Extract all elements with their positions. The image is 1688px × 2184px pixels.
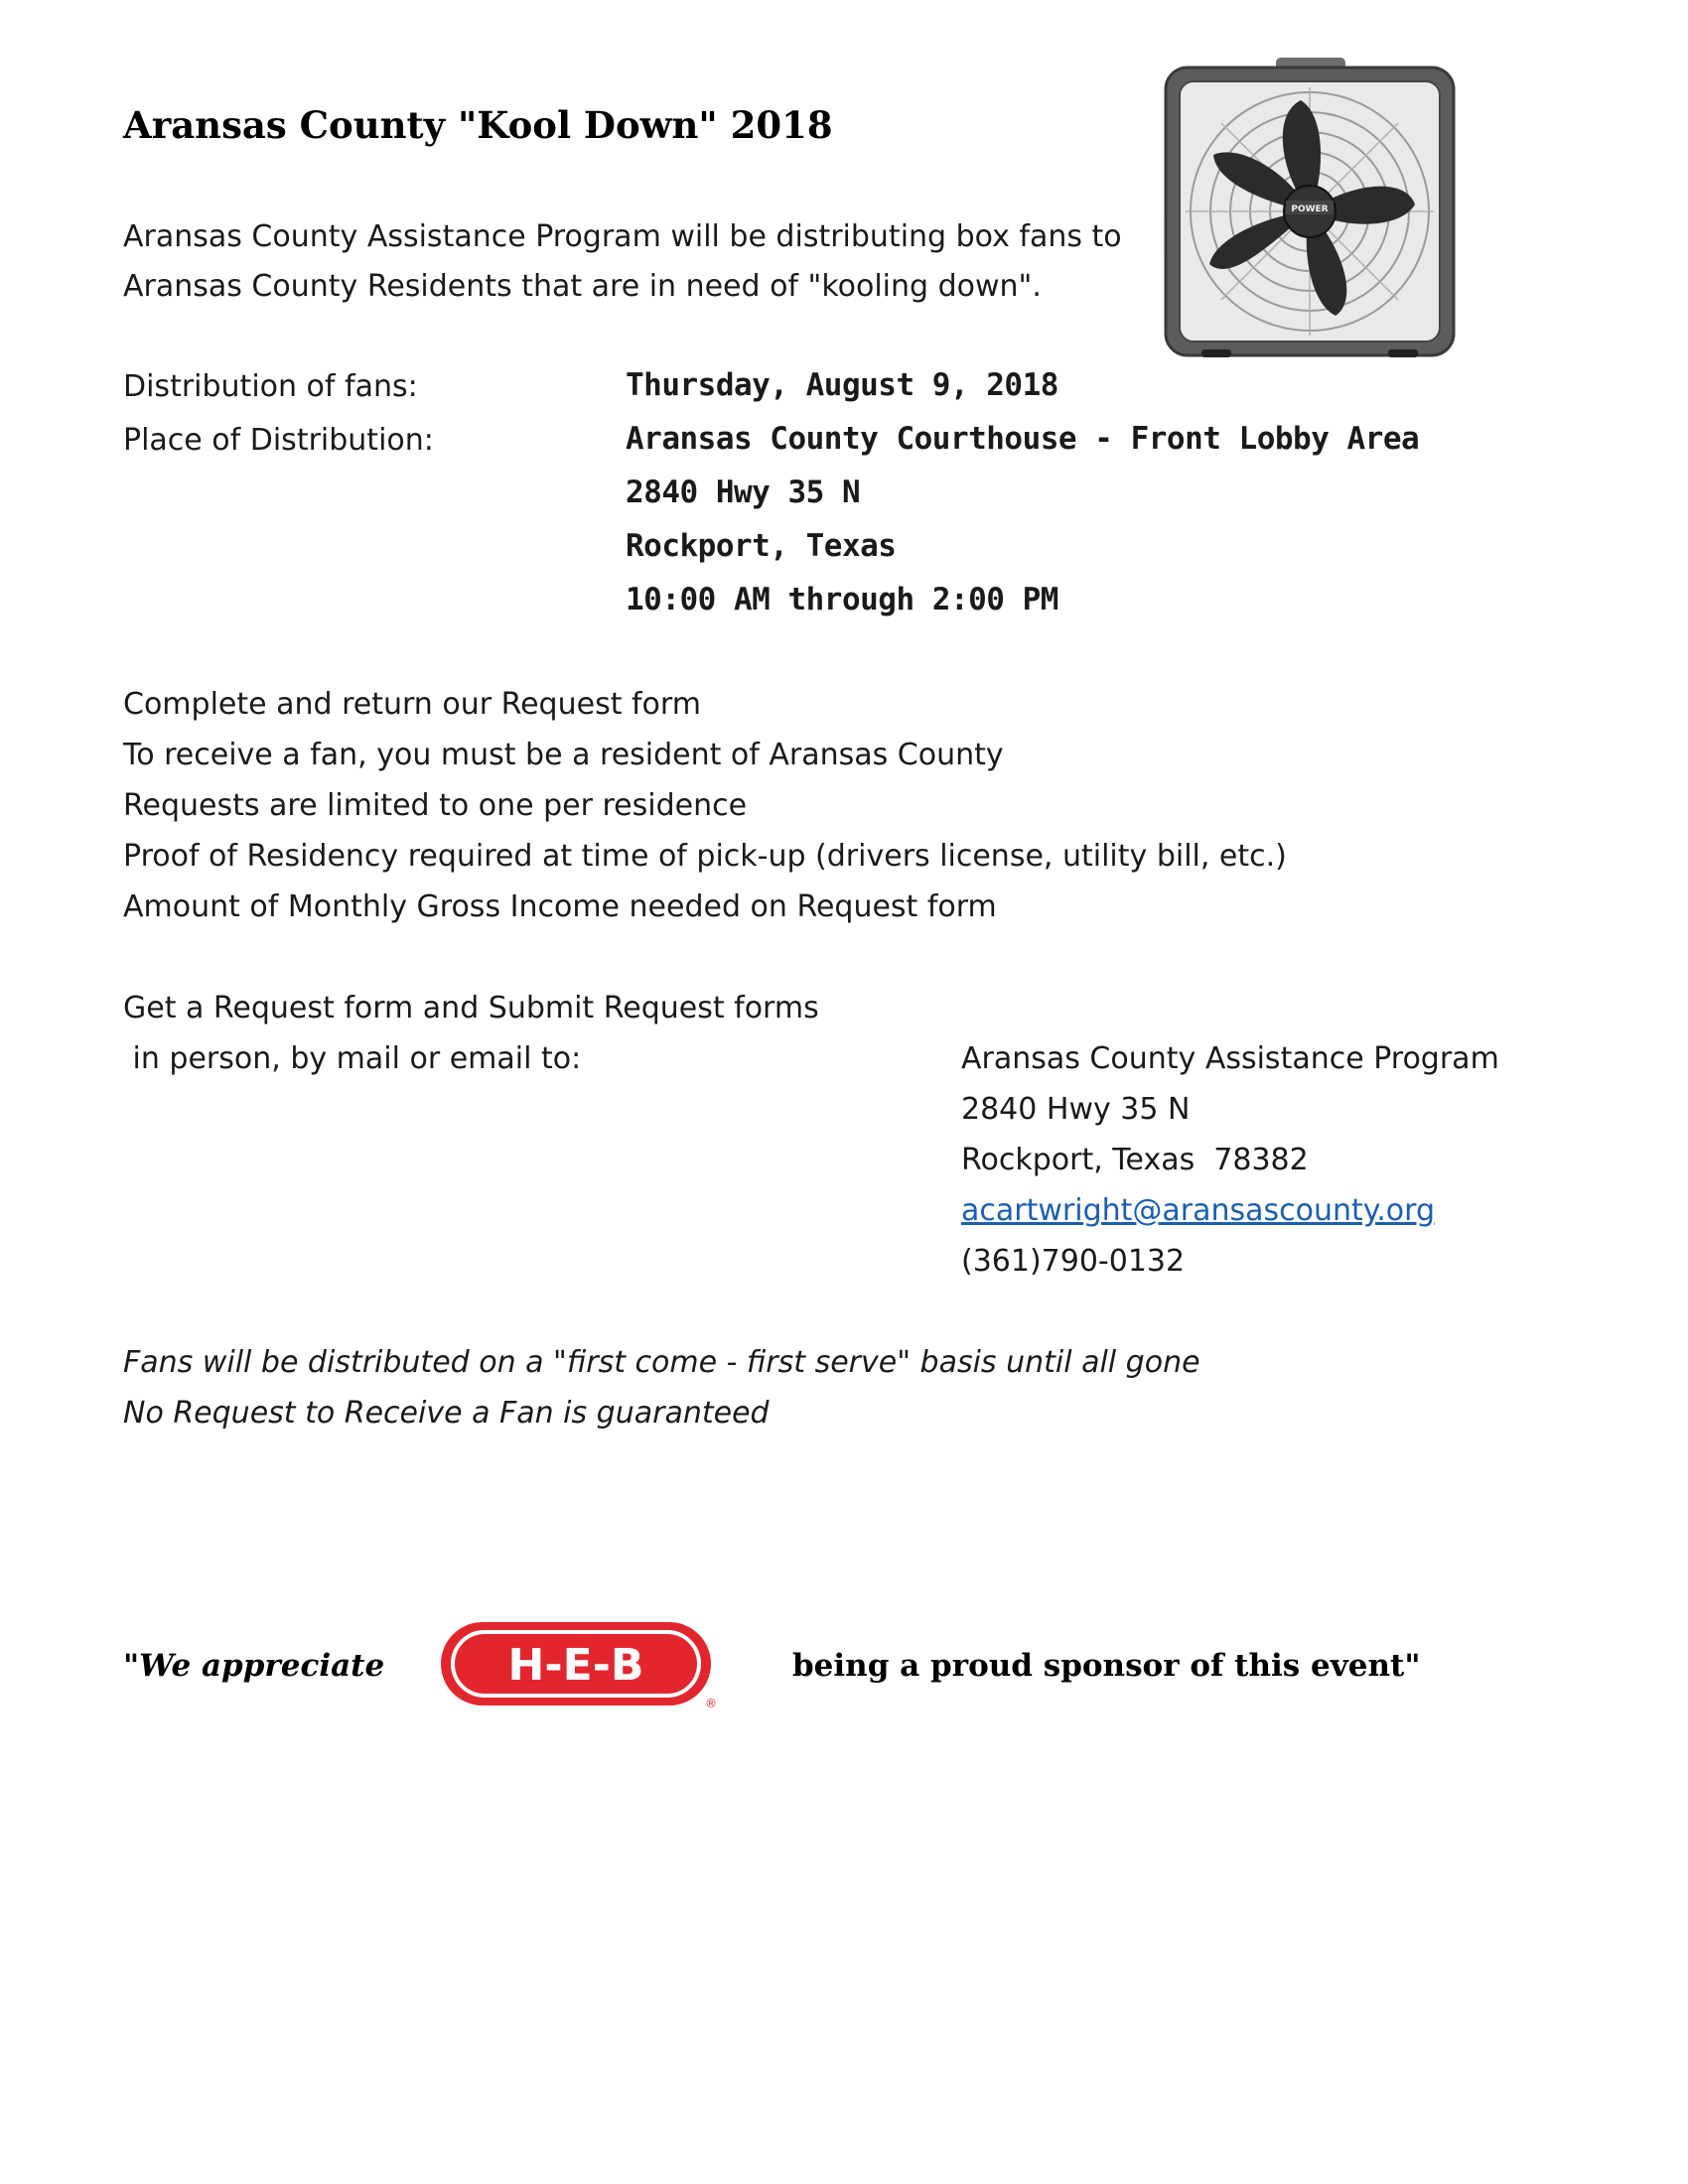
distribution-date-value: Thursday, August 9, 2018 bbox=[626, 367, 1058, 403]
sponsor-text-post: being a proud sponsor of this event" bbox=[792, 1648, 1421, 1684]
distribution-date-label: Distribution of fans: bbox=[123, 369, 418, 404]
heb-logo-text: H-E-B bbox=[507, 1640, 644, 1691]
place-line-1: Aransas County Courthouse - Front Lobby Area bbox=[626, 421, 1420, 457]
intro-line-2: Aransas County Residents that are in need of "kooling down". bbox=[123, 269, 1042, 304]
sponsor-text-pre: "We appreciate bbox=[123, 1648, 385, 1684]
requirement-5: Amount of Monthly Gross Income needed on Request form bbox=[123, 889, 997, 924]
contact-org: Aransas County Assistance Program bbox=[961, 1041, 1499, 1076]
requirement-4: Proof of Residency required at time of pick-up (drivers license, utility bill, etc.) bbox=[123, 839, 1287, 874]
box-fan-image bbox=[1162, 56, 1458, 363]
intro-line-1: Aransas County Assistance Program will be distributing box fans to bbox=[123, 219, 1122, 254]
heb-logo bbox=[437, 1616, 725, 1715]
requirement-3: Requests are limited to one per residence bbox=[123, 788, 748, 823]
contact-city: Rockport, Texas 78382 bbox=[961, 1143, 1309, 1177]
requirement-1: Complete and return our Request form bbox=[123, 687, 701, 722]
note-no-guarantee: No Request to Receive a Fan is guaranteed bbox=[123, 1396, 770, 1431]
place-line-4: 10:00 AM through 2:00 PM bbox=[626, 582, 1058, 617]
flyer-title: Aransas County "Kool Down" 2018 bbox=[123, 103, 833, 147]
fan-brand-label: POWER bbox=[1291, 205, 1329, 214]
distribution-place-label: Place of Distribution: bbox=[123, 423, 434, 458]
requirement-2: To receive a fan, you must be a resident of Aransas County bbox=[123, 738, 1004, 772]
place-line-3: Rockport, Texas bbox=[626, 528, 897, 564]
contact-email-link[interactable]: acartwright@aransascounty.org bbox=[961, 1193, 1435, 1228]
submit-line-1: Get a Request form and Submit Request forms bbox=[123, 991, 819, 1025]
submit-line-2: in person, by mail or email to: bbox=[123, 1041, 582, 1076]
note-first-come: Fans will be distributed on a "first come - first serve" basis until all gone bbox=[123, 1345, 1200, 1380]
contact-street: 2840 Hwy 35 N bbox=[961, 1092, 1191, 1127]
svg-text:®: ® bbox=[705, 1697, 717, 1710]
contact-phone: (361)790-0132 bbox=[961, 1244, 1186, 1279]
place-line-2: 2840 Hwy 35 N bbox=[626, 475, 861, 510]
